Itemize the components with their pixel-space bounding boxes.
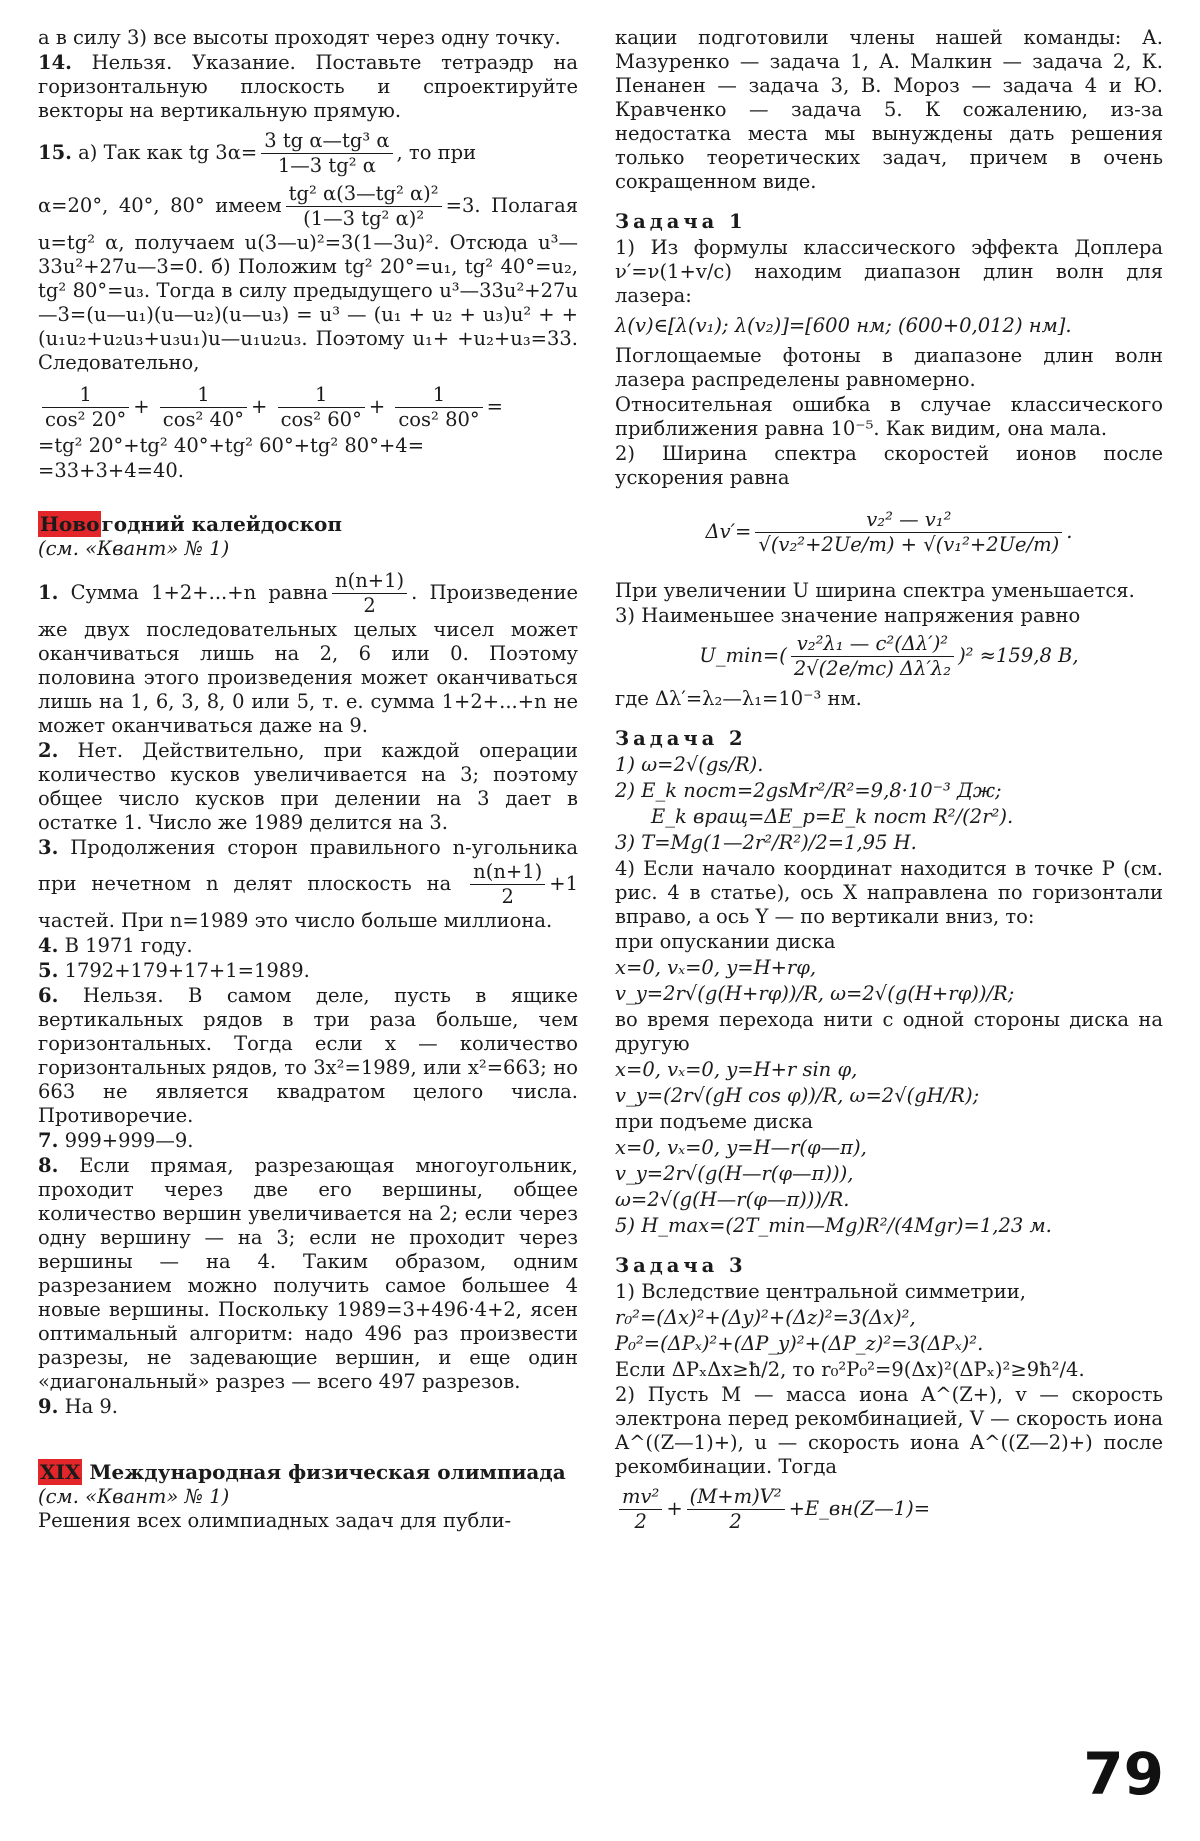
task-1-paragraph: 1) Из формулы классического эффекта Доплера ν′=ν(1+v/c) находим диапазон длин волн для лазера:: [615, 236, 1163, 307]
task-2-paragraph: во время перехода нити с одной стороны диска на другую: [615, 1008, 1163, 1055]
task-2-formula: ω=2√(g(H—r(φ—π)))/R.: [615, 1188, 850, 1211]
fraction-numerator: v₂² — v₁²: [755, 508, 1062, 533]
kaleidoscope-answer-1: [38, 569, 578, 738]
fraction: [395, 383, 482, 432]
task-3-energy-formula: [615, 1485, 1163, 1534]
fraction: [286, 182, 442, 231]
fraction: [791, 632, 954, 681]
fraction-numerator: n(n+1): [470, 860, 545, 885]
task-3-paragraph: Если ΔPₓΔx≥ħ/2, то r₀²P₀²=9(Δx)²(ΔPₓ)²≥9ħ²/4.: [615, 1358, 1085, 1381]
fraction-denominator: 2: [363, 594, 376, 617]
fraction: [755, 508, 1062, 557]
task-3-paragraph: 1) Вследствие центральной симметрии,: [615, 1280, 1026, 1303]
fraction-numerator: n(n+1): [332, 569, 407, 594]
fraction: [332, 569, 407, 618]
task-1-formula: λ(v)∈[λ(v₁); λ(v₂)]=[600 нм; (600+0,012) нм].: [615, 314, 1072, 337]
answer-text: . Произведение же двух последовательных целых чисел может оканчиваться лишь на 2, 6 или 0. Поэтому половина этого произведения может оканчиваться лишь на 1, 6, 3, 8, 0 или 5, т. е. сумма 1+2+...+n не может оканчиваться даже на 9.: [38, 581, 579, 737]
task-2-formula: x=0, vₓ=0, y=H+r sin φ,: [615, 1058, 858, 1081]
right-column: [615, 26, 1163, 1536]
fraction-denominator: cos² 60°: [280, 408, 362, 431]
kaleidoscope-answer-4: [38, 934, 578, 958]
fraction-numerator: 1: [160, 383, 247, 408]
kaleidoscope-answer-8: [38, 1154, 578, 1394]
fraction-denominator: 2: [634, 1510, 647, 1533]
paragraph-continuation: а в силу 3) все высоты проходят через одну точку.: [38, 26, 561, 49]
task-1-spectrum-formula: Δv′= $\frac{\text{v₂² — v₁²}}{\text{√(v₂²+2Ue/m) + √(v₁²+2Ue/m)}}$ .: [705, 508, 1073, 556]
section-reference: (см. «Квант» № 1): [38, 1485, 230, 1508]
fraction-numerator: tg² α(3—tg² α)²: [286, 182, 442, 207]
answer-text: Сумма 1+2+...+n равна: [70, 581, 329, 604]
section-heading-olympiad: [38, 1459, 578, 1485]
answer-number: 1.: [38, 581, 59, 604]
section-title: годний калейдоскоп: [101, 512, 343, 536]
fraction: [687, 1485, 785, 1534]
kaleidoscope-answer-3: [38, 836, 578, 933]
task-3-paragraph: 2) Пусть M — масса иона A^(Z+), v — скорость электрона перед рекомбинацией, V — скорость иона A^((Z—1)+), u — скорость иона A^((Z—2)+) после рекомбинации. Тогда: [615, 1383, 1163, 1478]
task-2-title: Задача 2: [615, 727, 747, 750]
task-3-formula: P₀²=(ΔPₓ)²+(ΔP_y)²+(ΔP_z)²=3(ΔPₓ)².: [615, 1332, 984, 1355]
answer-text: 1792+179+17+1=1989.: [64, 959, 310, 982]
fraction-denominator: cos² 20°: [45, 408, 127, 431]
task-1-title: Задача 1: [615, 210, 747, 233]
answer-text: =3. Полагая u=tg² α, получаем u(3—u)²=3(1—3u)². Отсюда u³—33u²+27u—3=0. б) Положим tg² 20°=u₁, tg² 40°=u₂, tg² 80°=u₃. Тогда в силу предыдущего u³—33u²+27u—3=(u—u₁)(u—u₂)(u—u₃) = u³ — (u₁ + u₂ + u₃)u² + +(u₁u₂+u₂u₃+u₃u₁)u—u₁u₂u₃. Поэтому u₁+ +u₂+u₃=33. Следовательно,: [38, 194, 579, 374]
answer-text: , то при: [396, 141, 477, 164]
formula-left: U_min=(: [699, 644, 787, 667]
answer-15a: [38, 129, 578, 178]
fraction-denominator: cos² 80°: [398, 408, 480, 431]
fraction: [470, 860, 545, 909]
fraction: [278, 383, 365, 432]
sum-result-line: =tg² 20°+tg² 40°+tg² 60°+tg² 80°+4=: [38, 434, 425, 457]
answer-number: 15.: [38, 141, 72, 164]
task-1-paragraph: Поглощаемые фотоны в диапазоне длин волн лазера распределены равномерно.: [615, 344, 1163, 391]
task-2-formula: x=0, vₓ=0, y=H+rφ,: [615, 956, 817, 979]
answer-text: Нельзя. В самом деле, пусть в ящике вертикальных рядов в три раза больше, чем горизонтальных. Тогда если x — количество горизонтальных рядов, то 3x²=1989, или x²=663; но 663 не является квадратом целого числа. Противоречие.: [38, 984, 578, 1127]
kaleidoscope-answer-9: [38, 1395, 578, 1419]
task-1-paragraph: 3) Наименьшее значение напряжения равно: [615, 604, 1081, 627]
fraction: [42, 383, 129, 432]
answer-number: 14.: [38, 51, 72, 74]
fraction-denominator: 2: [501, 885, 514, 908]
kaleidoscope-answer-6: [38, 984, 578, 1128]
fraction-numerator: mv²: [619, 1485, 662, 1510]
task-2-line: 5) H_max=(2T_min—Mg)R²/(4Mgr)=1,23 м.: [615, 1214, 1052, 1237]
task-1-paragraph: где Δλ′=λ₂—λ₁=10⁻³ нм.: [615, 687, 862, 710]
answer-text: Если прямая, разрезающая многоугольник, проходит через две его вершины, общее количество вершин увеличивается на 2; если через одну вершину — на 3; если не проходит через вершины — на 4. Таким образом, одним разрезанием можно получить самое большее 4 новые вершины. Поскольку 1989=3+496·4+2, ясен оптимальный алгоритм: надо 496 раз произвести разрезы, не задевающие вершин, и еще один «диагональный» разрез — всего 497 разрезов.: [38, 1154, 578, 1393]
answer-number: 6.: [38, 984, 59, 1007]
answer-text: На 9.: [64, 1395, 118, 1418]
fraction-numerator: 1: [278, 383, 365, 408]
task-2-line: 1) ω=2√(gs/R).: [615, 753, 764, 776]
answer-text: Продолжения сторон правильного n-угольника при нечетном n делят плоскость на: [38, 836, 578, 895]
answer-text: Нет. Действительно, при каждой операции количество кусков увеличивается на 3; поэтому общее число кусков при делении на 3 дает в остатке 1. Число же 1989 делится на 3.: [38, 739, 579, 834]
section-title: Международная физическая олимпиада: [82, 1460, 566, 1484]
answer-number: 3.: [38, 836, 59, 859]
task-2-line: 3) T=Mg(1—2r²/R²)/2=1,95 Н.: [615, 831, 917, 854]
answer-text: +1 частей. При n=1989 это число больше миллиона.: [38, 872, 578, 932]
sum-result-line: =33+3+4=40.: [38, 459, 184, 482]
task-2-paragraph: 4) Если начало координат находится в точке P (см. рис. 4 в статье), ось X направлена по горизонтали вправо, а ось Y — по вертикали вниз, то:: [615, 857, 1163, 928]
fraction-denominator: 1—3 tg² α: [277, 154, 376, 177]
task-2-formula: v_y=2r√(g(H—r(φ—π))),: [615, 1162, 854, 1185]
task-2-line: E_k вращ=ΔE_p=E_k пост R²/(2r²).: [651, 805, 1014, 828]
sum-formula: $\frac{1}{\text{cos² 20°}}$ + $\frac{1}{\text{cos² 40°}}$ + $\frac{1}{\text{cos² 60°}}$ + $\frac{1}{\text{cos² 80°}}$ =: [38, 383, 578, 432]
task-2-paragraph: при опускании диска: [615, 930, 836, 953]
fraction-numerator: 1: [395, 383, 482, 408]
answer-number: 5.: [38, 959, 59, 982]
fraction-denominator: √(v₂²+2Ue/m) + √(v₁²+2Ue/m): [758, 533, 1060, 556]
task-1-paragraph: Относительная ошибка в случае классического приближения равна 10⁻⁵. Как видим, она мала.: [615, 393, 1163, 440]
task-2-paragraph: при подъеме диска: [615, 1110, 814, 1133]
answer-number: 4.: [38, 934, 59, 957]
answer-15b: [38, 182, 578, 375]
formula-right: )² ≈159,8 В,: [958, 644, 1079, 667]
task-2-line: 2) E_k пост=2gsMr²/R²=9,8·10⁻³ Дж;: [615, 779, 1002, 802]
task-2-formula: v_y=(2r√(gH cos φ))/R, ω=2√(gH/R);: [615, 1084, 980, 1107]
task-2-formula: v_y=2r√(g(H+rφ))/R, ω=2√(g(H+rφ))/R;: [615, 982, 1015, 1005]
kaleidoscope-answer-2: [38, 739, 578, 835]
formula-tail: +E_вн(Z—1)=: [788, 1497, 931, 1520]
fraction-numerator: 1: [42, 383, 129, 408]
fraction-denominator: 2√(2e/mc) Δλ′λ₂: [793, 657, 952, 680]
answer-number: 9.: [38, 1395, 59, 1418]
answer-14: [38, 51, 578, 123]
answer-number: 7.: [38, 1129, 59, 1152]
task-1-paragraph: При увеличении U ширина спектра уменьшается.: [615, 579, 1135, 602]
answer-text: а) Так как tg 3α=: [78, 141, 258, 164]
fraction-numerator: v₂²λ₁ — c²(Δλ′)²: [791, 632, 954, 657]
answer-number: 2.: [38, 739, 59, 762]
kaleidoscope-answer-5: [38, 959, 578, 983]
fraction-denominator: cos² 40°: [162, 408, 245, 431]
section-mark: XIX: [40, 1460, 81, 1484]
formula-operator: +: [666, 1497, 683, 1520]
task-3-title: Задача 3: [615, 1254, 747, 1277]
task-1-voltage-formula: [615, 632, 1163, 681]
fraction-denominator: (1—3 tg² α)²: [303, 207, 425, 230]
answer-number: 8.: [38, 1154, 59, 1177]
fraction-numerator: (M+m)V²: [687, 1485, 785, 1510]
fraction: [619, 1485, 662, 1534]
formula-left: Δv′=: [705, 520, 752, 543]
task-2-formula: x=0, vₓ=0, y=H—r(φ—π),: [615, 1136, 867, 1159]
fraction: [261, 129, 392, 178]
section-intro: Решения всех олимпиадных задач для публи-: [38, 1509, 512, 1532]
page-number: 79: [1083, 1740, 1164, 1808]
task-1-paragraph: 2) Ширина спектра скоростей ионов после ускорения равна: [615, 442, 1163, 489]
fraction: [160, 383, 247, 432]
task-3-formula: r₀²=(Δx)²+(Δy)²+(Δz)²=3(Δx)²,: [615, 1306, 916, 1329]
answer-text: α=20°, 40°, 80° имеем: [38, 194, 282, 217]
answer-text: Нельзя. Указание. Поставьте тетраэдр на горизонтальную плоскость и спроектируйте векторы на вертикальную прямую.: [38, 51, 579, 122]
kaleidoscope-answer-7: [38, 1129, 578, 1153]
left-column: [38, 26, 578, 1534]
team-intro: кации подготовили члены нашей команды: А. Мазуренко — задача 1, А. Малкин — задача 2, К. Пенанен — задача 3, В. Мороз — задача 4 и Ю. Кравченко — задача 5. К сожалению, из-за недостатка места мы вынуждены дать решения только теоретических задач, причем в очень сокращенном виде.: [615, 26, 1163, 193]
section-heading-kaleidoscope: [38, 511, 578, 537]
fraction-numerator: 3 tg α—tg³ α: [261, 129, 392, 154]
answer-text: 999+999—9.: [64, 1129, 194, 1152]
fraction-denominator: 2: [729, 1510, 742, 1533]
answer-text: В 1971 году.: [64, 934, 193, 957]
section-reference: (см. «Квант» № 1): [38, 537, 230, 560]
section-mark: Ново: [40, 512, 100, 536]
